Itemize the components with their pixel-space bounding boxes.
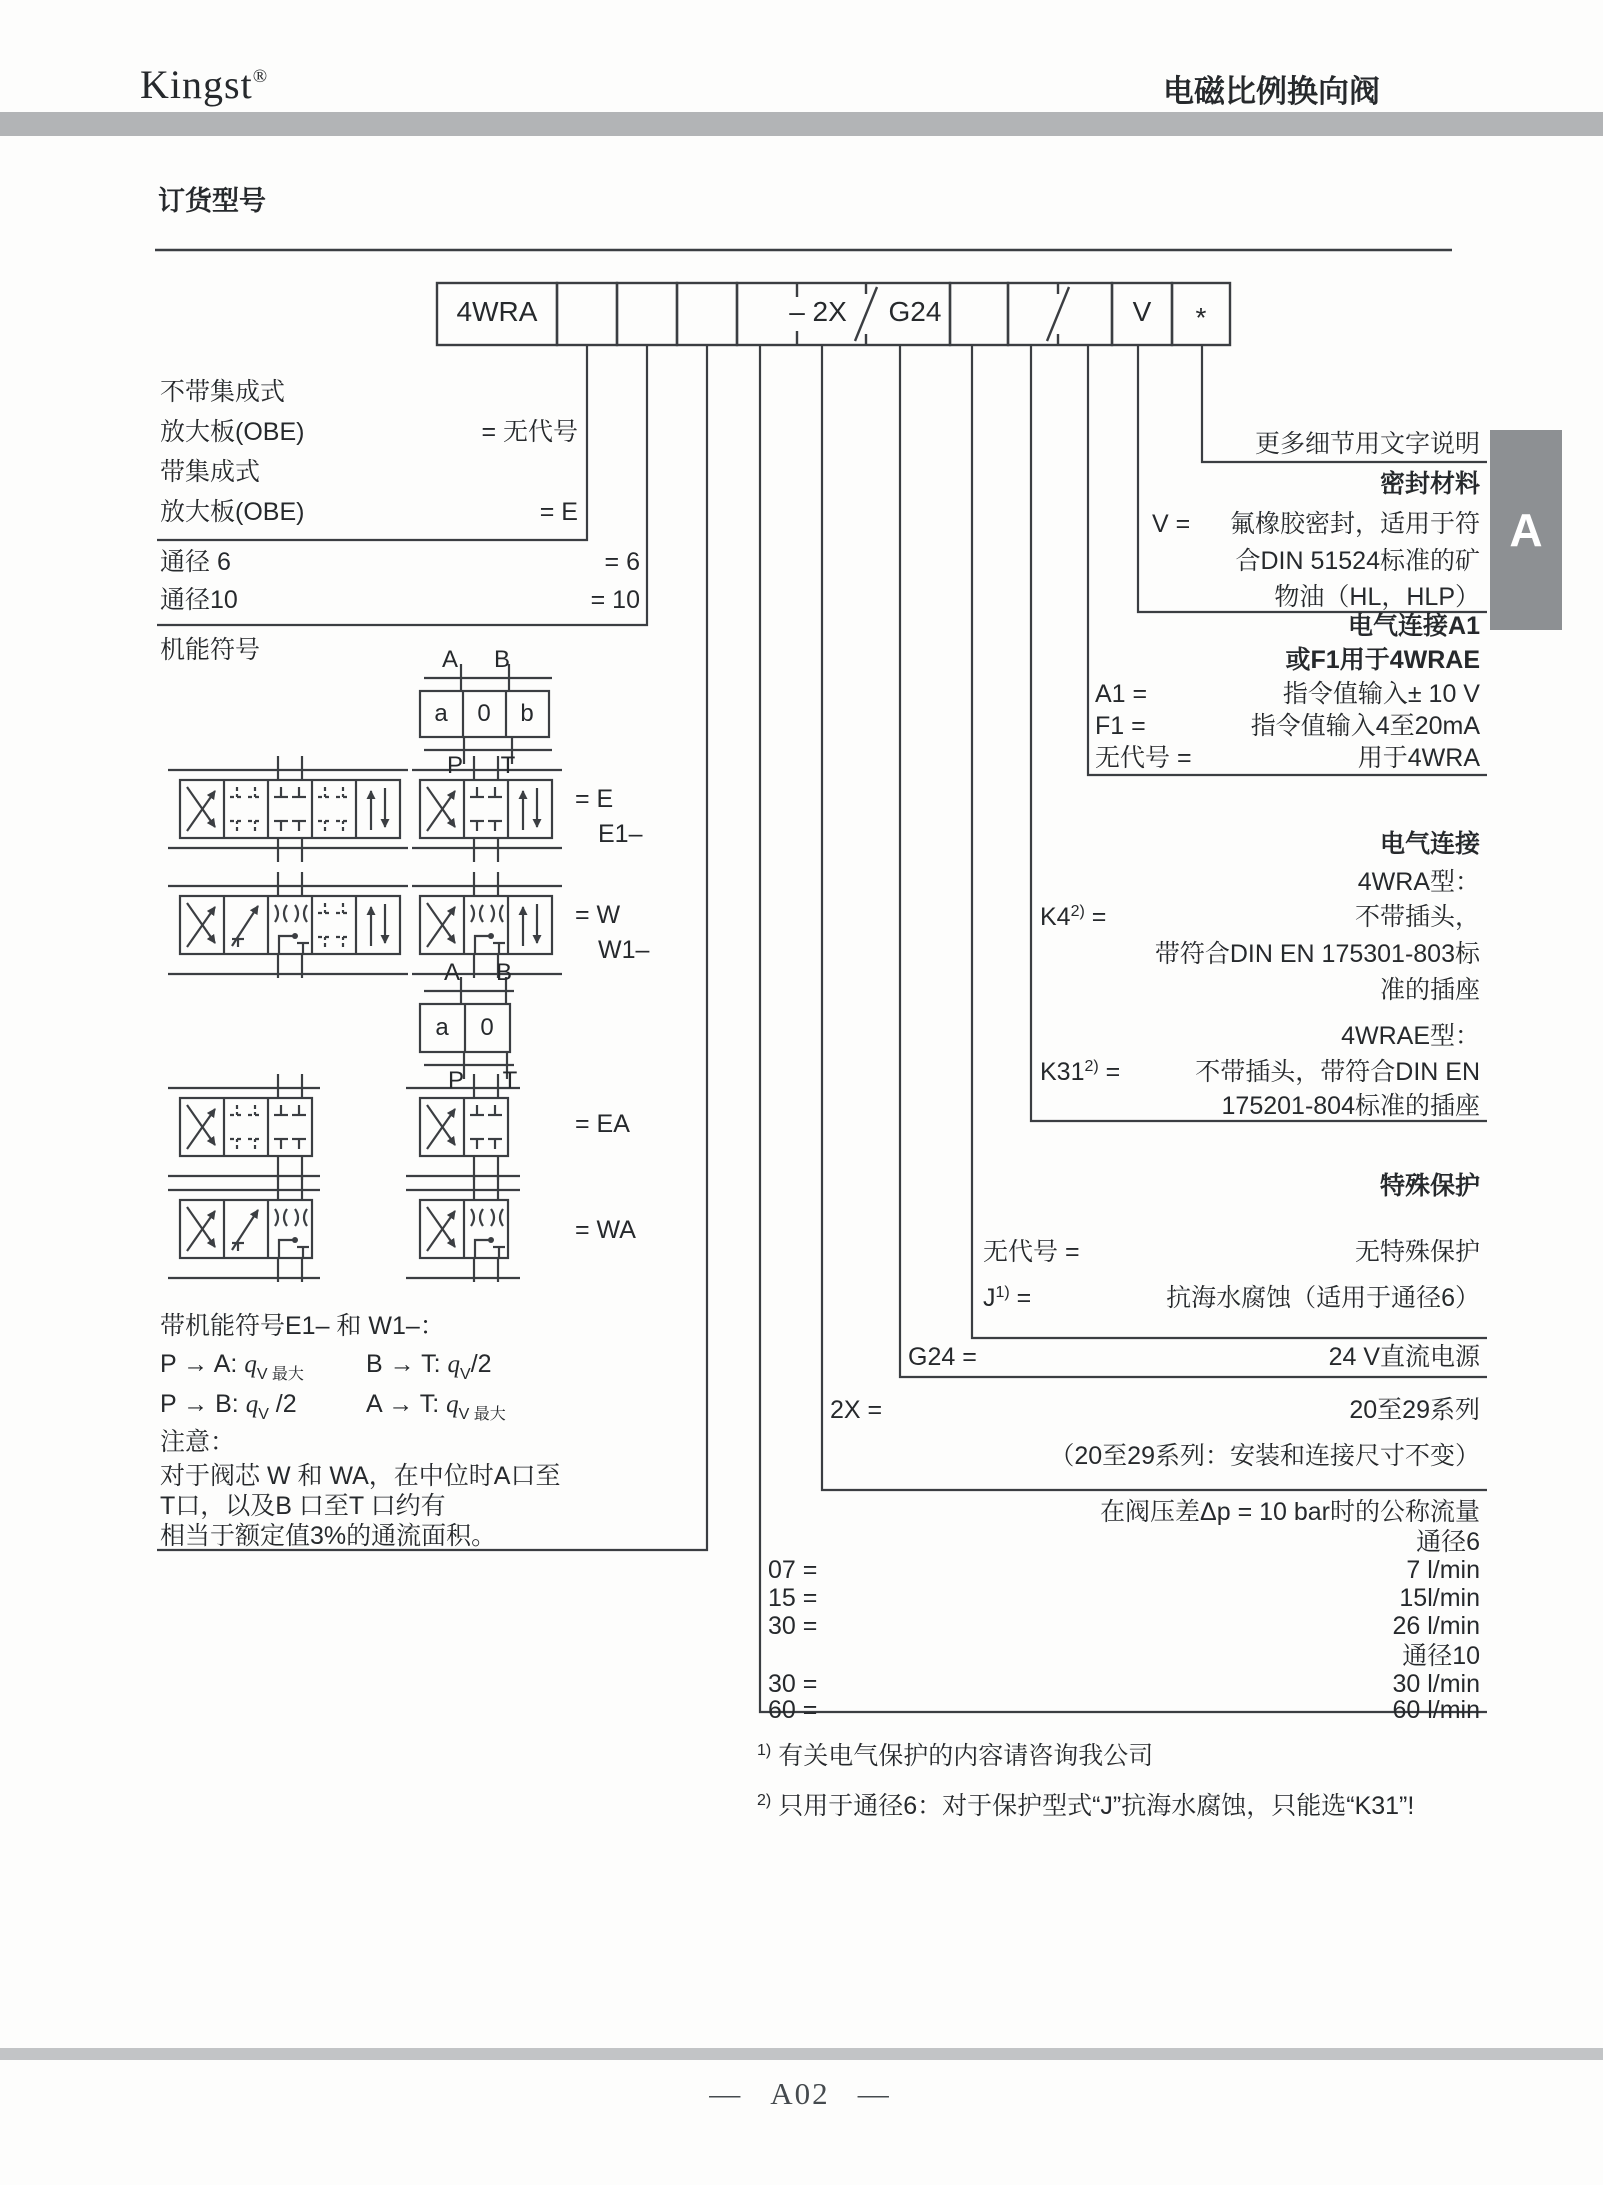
valve-symbol-wa-detailed xyxy=(168,1176,320,1282)
elec-k4-code xyxy=(1040,903,1106,932)
header-band xyxy=(0,112,1603,136)
elec-f1-value: 指令值输入4至20mA xyxy=(1250,712,1480,740)
protection-nocode-label: 无代号 = xyxy=(983,1238,1080,1266)
elec-k-type-4wrae: 4WRAE型： xyxy=(1341,1022,1480,1050)
j-equals: = xyxy=(1009,1284,1032,1312)
chapter-tab-letter: A xyxy=(1509,504,1543,556)
k31-footnote-mark: 2) xyxy=(1084,1058,1099,1075)
flow-formula-pa xyxy=(160,1350,304,1384)
elec-k4-value-2: 带符合DIN EN 175301-803标 xyxy=(1154,940,1480,968)
spool-code-e1: E1– xyxy=(598,820,643,848)
formula-q: q xyxy=(245,1391,259,1418)
elec-k31-code xyxy=(1040,1058,1120,1087)
spool-code-ea: = EA xyxy=(575,1110,630,1138)
valve-symbol-wa-simple xyxy=(406,1176,520,1282)
elec-nocode-value: 用于4WRA xyxy=(1357,744,1480,772)
footnote-1-text: 有关电气保护的内容请咨询我公司 xyxy=(778,1742,1154,1770)
k4-label: K4 xyxy=(1040,903,1071,931)
flow-code-30a: 30 = xyxy=(768,1612,818,1640)
port-label-t2: T xyxy=(502,1067,518,1094)
formula-pre: A → T: xyxy=(366,1390,447,1418)
notice-label: 注意： xyxy=(160,1428,236,1456)
footnote-2 xyxy=(757,1792,1414,1821)
elec-k31-value-2: 175201-804标准的插座 xyxy=(1221,1092,1480,1120)
formula-sub: V 最大 xyxy=(256,1366,304,1383)
obe-line-4: 放大板(OBE) xyxy=(160,498,305,526)
elec-nocode-label: 无代号 = xyxy=(1095,744,1192,772)
seal-section-title: 密封材料 xyxy=(1379,470,1480,498)
notice-line-3: 相当于额定值3%的通流面积。 xyxy=(160,1522,497,1550)
g24-code: G24 = xyxy=(908,1343,977,1371)
valve-symbol-e-simple xyxy=(412,756,562,862)
spool-section-title: 机能符号 xyxy=(160,636,261,664)
flow-value-30a: 26 l/min xyxy=(1392,1612,1480,1640)
size-6-label: 通径 6 xyxy=(160,548,231,576)
obe-code-none: = 无代号 xyxy=(481,418,578,446)
position-label-a1: a xyxy=(434,700,448,727)
flow-formula-at xyxy=(366,1390,506,1424)
code-cell-model: 4WRA xyxy=(456,296,538,327)
code-cell-supply: G24 xyxy=(888,296,942,327)
elec-a1-header-2: 或F1用于4WRAE xyxy=(1285,646,1480,674)
flow-section-title: 在阀压差Δp = 10 bar时的公称流量 xyxy=(1100,1498,1480,1526)
formula-q: q xyxy=(447,1351,461,1378)
footnote-1 xyxy=(757,1742,1153,1771)
spool-note-title: 带机能符号E1– 和 W1–： xyxy=(160,1312,445,1340)
spool-code-wa: = WA xyxy=(575,1216,636,1244)
valve-symbol-w-detailed xyxy=(168,872,408,978)
port-label-b2: B xyxy=(495,959,513,986)
valve-symbol-w-simple xyxy=(412,872,562,978)
formula-sub: V xyxy=(258,1406,269,1423)
flow-value-30b: 30 l/min xyxy=(1392,1670,1480,1698)
formula-pre: P → A: xyxy=(160,1350,245,1378)
flow-code-07: 07 = xyxy=(768,1556,818,1584)
protection-section-title: 特殊保护 xyxy=(1379,1172,1480,1200)
size-10-label: 通径10 xyxy=(160,586,238,614)
port-label-p2: P xyxy=(447,1067,465,1094)
flow-value-60: 60 l/min xyxy=(1392,1696,1480,1724)
protection-j-code xyxy=(983,1284,1031,1313)
seal-desc-2: 合DIN 51524标准的矿 xyxy=(1235,547,1480,575)
formula-sub: V 最大 xyxy=(458,1406,506,1423)
port-label-t1: T xyxy=(500,752,516,779)
notice-line-1: 对于阀芯 W 和 WA，在中位时A口至 xyxy=(160,1462,561,1490)
code-cell-star: * xyxy=(1195,302,1207,333)
spool-code-e: = E xyxy=(575,785,614,813)
footer-page-label: A02 xyxy=(770,2076,830,2111)
seal-code-v: V = xyxy=(1152,510,1191,538)
page-title: 电磁比例换向阀 xyxy=(1163,74,1380,109)
flow-group-size10: 通径10 xyxy=(1402,1642,1480,1670)
size-6-code: = 6 xyxy=(604,548,640,576)
position-label-0-1: 0 xyxy=(477,700,491,727)
valve-symbol-ea-detailed xyxy=(168,1074,320,1180)
formula-post: /2 xyxy=(470,1350,492,1378)
notice-line-2: T口，以及B 口至T 口约有 xyxy=(160,1492,446,1520)
formula-post: /2 xyxy=(268,1390,297,1418)
elec-k31-value-1: 不带插头，带符合DIN EN xyxy=(1195,1058,1480,1086)
footer-band xyxy=(0,2048,1603,2060)
page-number xyxy=(640,2076,960,2112)
flow-code-60: 60 = xyxy=(768,1696,818,1724)
obe-line-3: 带集成式 xyxy=(160,458,261,486)
elec-k4-value-1: 不带插头， xyxy=(1354,903,1480,931)
flow-group-size6: 通径6 xyxy=(1416,1528,1480,1556)
port-label-b1: B xyxy=(493,646,511,673)
protection-j-value: 抗海水腐蚀（适用于通径6） xyxy=(1166,1284,1480,1312)
flow-formula-pb xyxy=(160,1390,297,1424)
formula-sub: V xyxy=(460,1366,471,1383)
brand-logo xyxy=(140,62,268,108)
formula-pre: B → T: xyxy=(366,1350,448,1378)
flow-code-15: 15 = xyxy=(768,1584,818,1612)
position-label-b1: b xyxy=(520,700,534,727)
footer-dash-left: — xyxy=(709,2076,743,2111)
elec-k-type-4wra: 4WRA型： xyxy=(1357,868,1480,896)
flow-formula-bt xyxy=(366,1350,492,1384)
section-title: 订货型号 xyxy=(158,186,266,216)
chapter-tab xyxy=(1490,430,1562,630)
flow-code-30b: 30 = xyxy=(768,1670,818,1698)
spool-code-w1: W1– xyxy=(598,936,650,964)
j-footnote-mark: 1) xyxy=(995,1284,1010,1301)
g24-value: 24 V直流电源 xyxy=(1328,1343,1480,1371)
port-label-a1: A xyxy=(441,646,459,673)
brand-name: Kingst xyxy=(140,62,253,107)
seal-desc-1: 氟橡胶密封，适用于符 xyxy=(1229,510,1480,538)
valve-position-box-a0 xyxy=(420,977,514,1079)
elec-a1-code: A1 = xyxy=(1095,680,1148,708)
position-label-a2: a xyxy=(435,1014,449,1041)
footnote-1-mark: 1) xyxy=(757,1742,772,1759)
footnote-2-text: 只用于通径6：对于保护型式“J”抗海水腐蚀，只能选“K31”! xyxy=(778,1792,1415,1820)
obe-line-2: 放大板(OBE) xyxy=(160,418,305,446)
more-details-note: 更多细节用文字说明 xyxy=(1254,430,1480,458)
series-2x-code: 2X = xyxy=(830,1396,883,1424)
port-label-a2: A xyxy=(443,959,461,986)
formula-q: q xyxy=(244,1351,257,1378)
elec-f1-code: F1 = xyxy=(1095,712,1146,740)
elec-k-section-title: 电气连接 xyxy=(1379,830,1480,858)
elec-a1-header-1: 电气连接A1 xyxy=(1348,612,1480,640)
flow-value-15: 15l/min xyxy=(1399,1584,1480,1612)
k4-footnote-mark: 2) xyxy=(1070,903,1085,920)
k4-equals: = xyxy=(1084,903,1107,931)
slash-2-icon xyxy=(1047,287,1069,341)
series-2x-value-1: 20至29系列 xyxy=(1349,1396,1480,1424)
formula-pre: P → B: xyxy=(160,1390,246,1418)
footnote-2-mark: 2) xyxy=(757,1792,772,1809)
position-label-0-2: 0 xyxy=(480,1014,494,1041)
spool-code-w: = W xyxy=(575,901,621,929)
size-10-code: = 10 xyxy=(590,586,640,614)
code-cell-series: – 2X xyxy=(789,296,847,327)
footer-dash-right: — xyxy=(857,2076,891,2111)
series-2x-value-2: （20至29系列：安装和连接尺寸不变） xyxy=(1049,1442,1480,1470)
formula-q: q xyxy=(446,1391,459,1418)
j-label: J xyxy=(983,1284,996,1312)
port-label-p1: P xyxy=(446,752,464,779)
k31-equals: = xyxy=(1098,1058,1121,1086)
valve-symbol-e-detailed xyxy=(168,756,408,862)
slash-1-icon xyxy=(855,287,877,341)
k31-label: K31 xyxy=(1040,1058,1085,1086)
code-cell-seal: V xyxy=(1132,296,1152,327)
protection-nocode-value: 无特殊保护 xyxy=(1354,1238,1480,1266)
obe-code-e: = E xyxy=(539,498,578,526)
elec-a1-value: 指令值输入± 10 V xyxy=(1282,680,1480,708)
flow-value-07: 7 l/min xyxy=(1406,1556,1480,1584)
seal-desc-3: 物油（HL，HLP） xyxy=(1274,583,1480,611)
obe-line-1: 不带集成式 xyxy=(160,378,286,406)
elec-k4-value-3: 准的插座 xyxy=(1379,976,1480,1004)
registered-mark-icon: ® xyxy=(252,66,269,87)
